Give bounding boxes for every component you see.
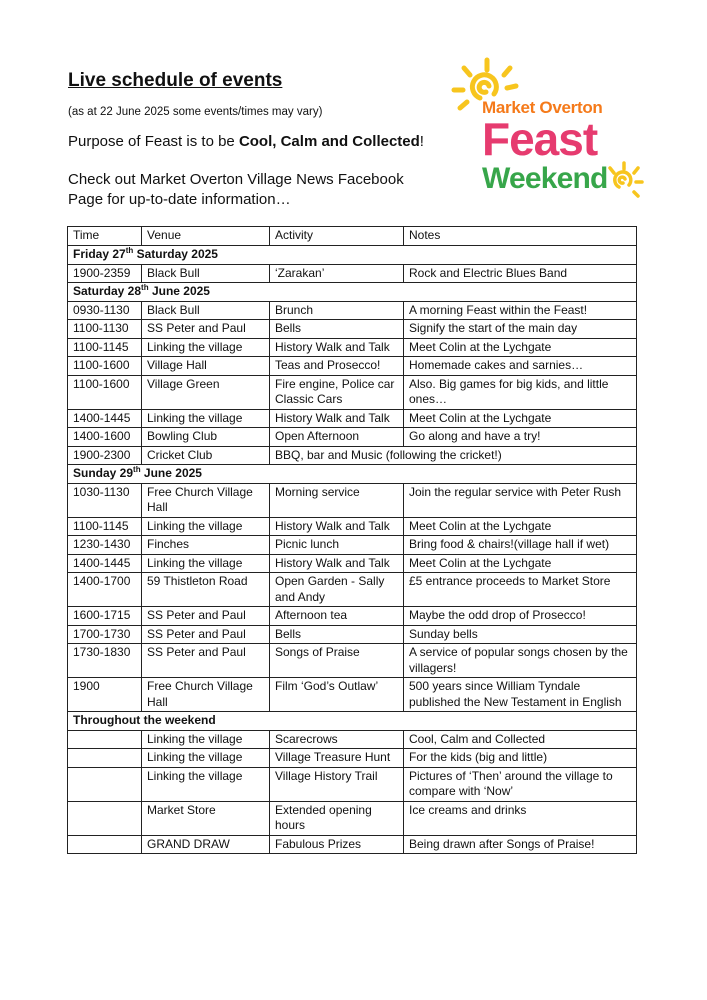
cell-venue: 59 Thistleton Road xyxy=(142,573,270,607)
logo-line-1: Market Overton xyxy=(482,98,603,117)
header-time: Time xyxy=(68,227,142,246)
cell-notes: Homemade cakes and sarnies… xyxy=(404,357,637,376)
cell-activity: ‘Zarakan’ xyxy=(270,264,404,283)
cell-activity: Scarecrows xyxy=(270,730,404,749)
cell-venue: SS Peter and Paul xyxy=(142,625,270,644)
cell-activity: Morning service xyxy=(270,483,404,517)
cell-activity: Picnic lunch xyxy=(270,536,404,555)
cell-time: 1100-1145 xyxy=(68,338,142,357)
cell-time: 1400-1700 xyxy=(68,573,142,607)
cell-venue: GRAND DRAW xyxy=(142,835,270,854)
cell-notes: Being drawn after Songs of Praise! xyxy=(404,835,637,854)
cell-time: 1100-1600 xyxy=(68,375,142,409)
cell-activity: Open Garden - Sally and Andy xyxy=(270,573,404,607)
cell-notes: Maybe the odd drop of Prosecco! xyxy=(404,607,637,626)
cell-venue: Linking the village xyxy=(142,767,270,801)
section-row xyxy=(68,465,637,484)
table-row xyxy=(68,483,637,517)
section-day: Sunday 29 xyxy=(73,466,134,480)
cell-time xyxy=(68,749,142,768)
cell-venue: SS Peter and Paul xyxy=(142,644,270,678)
schedule-table xyxy=(67,226,637,854)
cell-notes: Pictures of ‘Then’ around the village to compare with ‘Now’ xyxy=(404,767,637,801)
table-row xyxy=(68,801,637,835)
cell-notes: Also. Big games for big kids, and little ones… xyxy=(404,375,637,409)
cell-notes: Signify the start of the main day xyxy=(404,320,637,339)
cell-notes: Join the regular service with Peter Rush xyxy=(404,483,637,517)
cell-activity: Brunch xyxy=(270,301,404,320)
section-row xyxy=(68,712,637,731)
cell-time: 1400-1445 xyxy=(68,409,142,428)
cell-venue: Village Hall xyxy=(142,357,270,376)
table-row xyxy=(68,301,637,320)
cell-venue: Village Green xyxy=(142,375,270,409)
cell-time: 1230-1430 xyxy=(68,536,142,555)
table-row xyxy=(68,678,637,712)
section-day: Throughout the weekend xyxy=(73,713,216,727)
cell-notes: Sunday bells xyxy=(404,625,637,644)
purpose-statement xyxy=(68,133,424,150)
cell-venue: Free Church Village Hall xyxy=(142,678,270,712)
section-date-rest: June 2025 xyxy=(140,466,202,480)
cell-time: 1900-2359 xyxy=(68,264,142,283)
table-row xyxy=(68,607,637,626)
cell-venue: Market Store xyxy=(142,801,270,835)
purpose-bold: Cool, Calm and Collected xyxy=(238,133,420,150)
table-row xyxy=(68,573,637,607)
table-row xyxy=(68,625,637,644)
section-heading xyxy=(68,712,637,731)
small-sun-icon xyxy=(602,160,646,204)
logo-line-2: Feast xyxy=(482,113,598,165)
cell-venue: Black Bull xyxy=(142,301,270,320)
cell-notes: A service of popular songs chosen by the villagers! xyxy=(404,644,637,678)
table-header-row xyxy=(68,227,637,246)
cell-time: 1030-1130 xyxy=(68,483,142,517)
cell-activity: Village Treasure Hunt xyxy=(270,749,404,768)
cell-venue: Linking the village xyxy=(142,517,270,536)
cell-time xyxy=(68,730,142,749)
cell-time: 1400-1445 xyxy=(68,554,142,573)
cell-notes: For the kids (big and little) xyxy=(404,749,637,768)
section-day: Saturday 28 xyxy=(73,284,142,298)
table-row xyxy=(68,517,637,536)
cell-activity: Afternoon tea xyxy=(270,607,404,626)
cell-activity: Film ‘God’s Outlaw’ xyxy=(270,678,404,712)
cell-activity: Bells xyxy=(270,625,404,644)
section-day-suffix: th xyxy=(125,246,134,255)
table-row xyxy=(68,835,637,854)
cell-time: 1100-1130 xyxy=(68,320,142,339)
cell-time: 1700-1730 xyxy=(68,625,142,644)
cell-activity: History Walk and Talk xyxy=(270,338,404,357)
as-at-note: (as at 22 June 2025 some events/times may vary) xyxy=(68,106,323,118)
cell-notes: Meet Colin at the Lychgate xyxy=(404,554,637,573)
facebook-note: Check out Market Overton Village News Facebook Page for up-to-date information… xyxy=(68,171,404,208)
cell-activity: Teas and Prosecco! xyxy=(270,357,404,376)
cell-activity: History Walk and Talk xyxy=(270,554,404,573)
cell-notes: Cool, Calm and Collected xyxy=(404,730,637,749)
cell-time xyxy=(68,767,142,801)
cell-notes: £5 entrance proceeds to Market Store xyxy=(404,573,637,607)
cell-venue: Cricket Club xyxy=(142,446,270,465)
table-row xyxy=(68,536,637,555)
cell-activity: Fabulous Prizes xyxy=(270,835,404,854)
feast-weekend-logo xyxy=(446,56,646,206)
cell-venue: Linking the village xyxy=(142,749,270,768)
table-row xyxy=(68,749,637,768)
section-day-suffix: th xyxy=(133,465,141,474)
cell-time: 1400-1600 xyxy=(68,428,142,447)
table-row xyxy=(68,320,637,339)
cell-activity: Fire engine, Police car Classic Cars xyxy=(270,375,404,409)
cell-activity: Open Afternoon xyxy=(270,428,404,447)
table-row xyxy=(68,554,637,573)
cell-venue: Linking the village xyxy=(142,409,270,428)
schedule-body xyxy=(68,246,637,854)
purpose-suffix: ! xyxy=(419,133,424,150)
cell-time: 1900-2300 xyxy=(68,446,142,465)
cell-time: 1730-1830 xyxy=(68,644,142,678)
cell-notes: Meet Colin at the Lychgate xyxy=(404,338,637,357)
cell-activity: Bells xyxy=(270,320,404,339)
cell-venue: SS Peter and Paul xyxy=(142,607,270,626)
cell-notes: Rock and Electric Blues Band xyxy=(404,264,637,283)
table-row xyxy=(68,357,637,376)
cell-time: 1900 xyxy=(68,678,142,712)
cell-activity: Songs of Praise xyxy=(270,644,404,678)
cell-notes: 500 years since William Tyndale published the New Testament in English xyxy=(404,678,637,712)
section-day-suffix: th xyxy=(141,283,149,292)
cell-time xyxy=(68,801,142,835)
table-row xyxy=(68,644,637,678)
section-date-rest: Saturday 2025 xyxy=(133,247,218,261)
cell-activity-notes: BBQ, bar and Music (following the cricket!) xyxy=(270,446,637,465)
cell-time: 0930-1130 xyxy=(68,301,142,320)
table-row xyxy=(68,375,637,409)
table-row xyxy=(68,428,637,447)
header-notes: Notes xyxy=(404,227,637,246)
section-heading xyxy=(68,283,637,302)
section-heading xyxy=(68,465,637,484)
section-row xyxy=(68,246,637,265)
cell-time: 1600-1715 xyxy=(68,607,142,626)
cell-venue: Finches xyxy=(142,536,270,555)
section-date-rest: June 2025 xyxy=(148,284,210,298)
cell-notes: A morning Feast within the Feast! xyxy=(404,301,637,320)
cell-activity: History Walk and Talk xyxy=(270,517,404,536)
cell-venue: Linking the village xyxy=(142,338,270,357)
cell-notes: Bring food & chairs!(village hall if wet) xyxy=(404,536,637,555)
cell-notes: Meet Colin at the Lychgate xyxy=(404,409,637,428)
cell-notes: Meet Colin at the Lychgate xyxy=(404,517,637,536)
cell-notes: Go along and have a try! xyxy=(404,428,637,447)
cell-venue: Black Bull xyxy=(142,264,270,283)
section-day: Friday 27 xyxy=(73,247,126,261)
cell-venue: SS Peter and Paul xyxy=(142,320,270,339)
cell-notes: Ice creams and drinks xyxy=(404,801,637,835)
logo-line-3: Weekend xyxy=(482,162,608,195)
cell-time xyxy=(68,835,142,854)
table-row xyxy=(68,767,637,801)
cell-venue: Linking the village xyxy=(142,730,270,749)
table-row xyxy=(68,409,637,428)
cell-activity: Village History Trail xyxy=(270,767,404,801)
header-venue: Venue xyxy=(142,227,270,246)
purpose-prefix: Purpose of Feast is to be xyxy=(68,133,239,150)
section-heading xyxy=(68,246,637,265)
page-title: Live schedule of events xyxy=(68,70,283,91)
cell-venue: Free Church Village Hall xyxy=(142,483,270,517)
table-row xyxy=(68,446,637,465)
cell-time: 1100-1145 xyxy=(68,517,142,536)
cell-venue: Linking the village xyxy=(142,554,270,573)
cell-time: 1100-1600 xyxy=(68,357,142,376)
cell-venue: Bowling Club xyxy=(142,428,270,447)
section-row xyxy=(68,283,637,302)
table-row xyxy=(68,264,637,283)
cell-activity: History Walk and Talk xyxy=(270,409,404,428)
header-activity: Activity xyxy=(270,227,404,246)
table-row xyxy=(68,338,637,357)
table-row xyxy=(68,730,637,749)
cell-activity: Extended opening hours xyxy=(270,801,404,835)
